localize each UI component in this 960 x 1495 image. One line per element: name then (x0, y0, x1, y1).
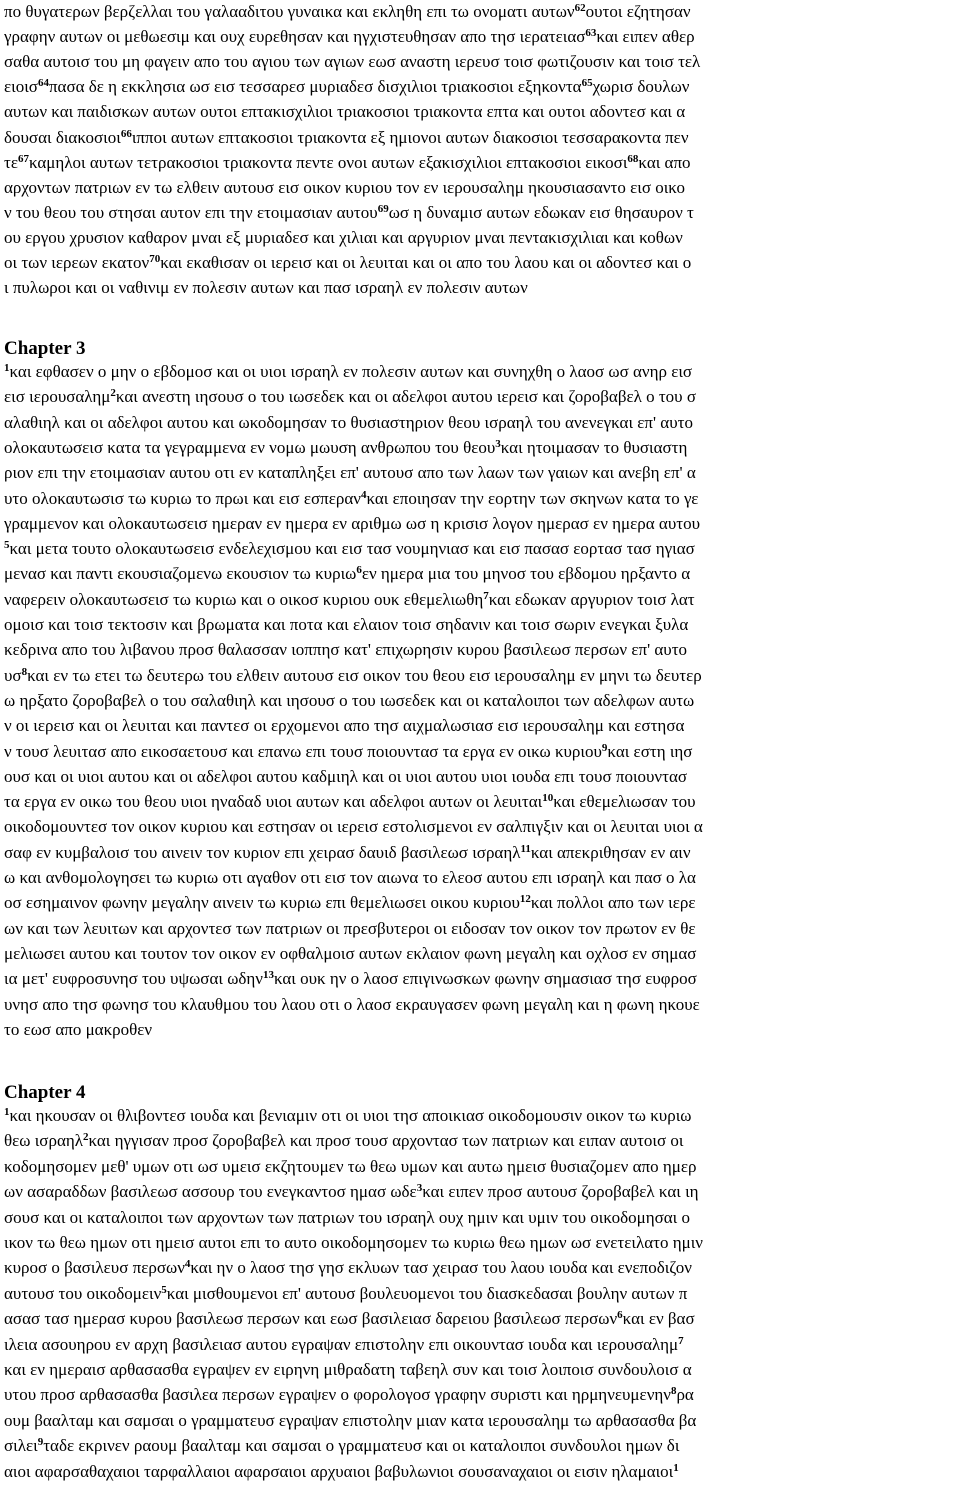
text-line (4, 969, 956, 989)
text-line (4, 2, 956, 22)
verse-number: 8 (670, 1385, 677, 1398)
verse-number: 2 (82, 1131, 89, 1144)
verse-text: ουσ και οι υιοι αυτου και οι αδελφοι αυτου καδμιηλ και οι υιοι αυτου υιοι ιουδα επι τουσ ποιουντασ (4, 766, 688, 786)
verse-text: πασα δε η εκκλησια ωσ εισ τεσσαρεσ μυριαδεσ δισχιλιοι τριακοσιοι εξηκοντα (48, 77, 582, 97)
verse-text: ου εργου χρυσιον καθαρον μναι εξ μυριαδεσ και χιλιαι και αργυριον μναι πεντακισχιλιαι και κοθων (4, 227, 683, 247)
verse-text: και ειπεν προσ αυτουσ ζοροβαβελ και ιη (422, 1182, 699, 1202)
text-line (4, 128, 956, 148)
verse-text: ν οι ιερεισ και οι λευιται και παντεσ οι ερχομενοι απο τησ αιχμαλωσιασ εισ ιερουσαλημ και εστησα (4, 716, 685, 736)
text-line (4, 52, 956, 72)
text-line (4, 514, 956, 534)
verse-text: και εθεμελιωσαν του (553, 792, 696, 812)
verse-text: υνησ απο τησ φωνησ του κλαυθμου του λαου οτι ο λαοσ εκραυγασεν φωνη μεγαλη και η φωνη ηκουε (4, 994, 700, 1014)
text-line (4, 893, 956, 913)
verse-number: 12 (519, 893, 531, 906)
verse-text: θεω ισραηλ (4, 1131, 83, 1151)
verse-text: και εδωκαν αργυριον τοισ λατ (488, 589, 695, 609)
verse-text: οικοδομουντεσ τον οικον κυριου και εστησαν οι ιερεισ εστολισμενοι εν σαλπιγξιν και οι λευιται υιοι α (4, 817, 703, 837)
verse-number: 8 (21, 665, 28, 678)
text-line (4, 253, 956, 273)
verse-number: 63 (585, 27, 597, 40)
verse-text: ουτοι εζητησαν (585, 2, 691, 21)
verse-text: ωσ η δυναμισ αυτων εδωκαν εισ θησαυρον τ (388, 202, 694, 222)
text-line (4, 77, 956, 97)
verse-number: 6 (617, 1309, 623, 1322)
text-line (4, 362, 956, 382)
text-line (4, 691, 956, 711)
text-line (4, 278, 956, 298)
text-line (4, 1360, 956, 1380)
text-line (4, 489, 956, 509)
verse-text: οι των ιερεων εκατον (4, 253, 150, 272)
text-line (4, 102, 956, 122)
verse-number: 1 (4, 362, 10, 374)
verse-number: 9 (37, 1436, 44, 1449)
verse-number: 65 (581, 77, 593, 90)
text-line (4, 995, 956, 1015)
verse-number: 68 (627, 152, 639, 165)
verse-number: 5 (161, 1283, 167, 1296)
verse-text: υτου προσ αρθασασθα βασιλεα περσων εγραψεν ο φορολογοσ γραφην συριστι και ηρμηνευμενην (4, 1385, 671, 1405)
verse-text: σαθα αυτοισ του μη φαγειν απο του αγιου των αγιων εωσ αναστη ιερευσ τοισ φωτιζουσιν και τοισ τελ (4, 52, 701, 72)
verse-number: 2 (110, 387, 116, 400)
verse-text: και ειπεν αθερ (596, 27, 695, 47)
text-line (4, 919, 956, 939)
verse-text: ια μετ' ευφροσυνησ του υψωσαι ωδην (4, 969, 263, 989)
verse-text: και εποιησαν την εορτην των σκηνων κατα το γε (366, 488, 699, 508)
verse-text: και ητοιμασαν το θυσιαστη (500, 437, 688, 457)
text-line (4, 640, 956, 660)
verse-text: και εν τω ετει τω δευτερω του ελθειν αυτουσ εισ οικον του θεου εισ ιερουσαλημ εν μηνι τω δευτερ (27, 665, 702, 685)
verse-number: 5 (4, 539, 10, 552)
text-line (4, 413, 956, 433)
verse-number: 4 (184, 1258, 191, 1271)
verse-text: ικον τω θεω ημων οτι ημεισ αυτοι επι το αυτο οικοδομησομεν τω κυριω θεω ημων ωσ ενετειλατο ημιν (4, 1233, 703, 1252)
verse-number: 70 (149, 253, 161, 265)
verse-number: 4 (360, 488, 367, 501)
verse-text: ν τουσ λευιτασ απο εικοσαετουσ και επανω επι τουσ ποιουντασ τα εργα εν οικω κυριου (4, 741, 602, 761)
verse-text: και ουκ ην ο λαοσ επιγινωσκων φωνην σημασιασ τησ ευφροσ (273, 969, 697, 989)
text-line (4, 1411, 956, 1431)
verse-text: γραμμενον και ολοκαυτωσεισ ημεραν εν ημερα εν αριθμω ωσ η κρισισ λογον ημερασ εν ημερα αυτου (4, 513, 700, 533)
text-line (4, 666, 956, 686)
text-line (4, 817, 956, 837)
text-line (4, 1157, 956, 1177)
verse-text: μελιωσει αυτου και τουτον τον οικον εν οφθαλμοισ αυτων εκλαιον φωνη μεγαλη και οχλοσ εν σημασ (4, 943, 697, 963)
verse-text: και απεκριθησαν εν αιν (530, 842, 691, 862)
verse-text: πο θυγατερων βερζελλαι του γαλααδιτου γυναικα και εκληθη επι τω ονοματι αυτων (4, 2, 575, 21)
text-line (4, 1182, 956, 1202)
verse-number: 3 (495, 437, 501, 450)
verse-text: σαφ εν κυμβαλοισ του αινειν τον κυριον επι χειρασ δαυιδ βασιλεωσ ισραηλ (4, 842, 521, 862)
verse-text: ιλεια ασουηρου εν αρχη βασιλειασ αυτου εγραψαν επιστολην επι οικουντασ ιουδα και ιερουσαλημ (4, 1334, 679, 1354)
verse-text: ρα (676, 1385, 694, 1405)
verse-text: και ην ο λαοσ τησ γησ εκλυων τασ χειρασ του λαου ιουδα και ενεποδιζον (190, 1258, 692, 1278)
text-line (4, 539, 956, 559)
text-line (4, 615, 956, 635)
verse-text: αυτων και παιδισκων αυτων ουτοι επτακισχιλιοι τριακοσιοι τριακοντα επτα και ουτοι αδοντεσ και α (4, 102, 686, 122)
verse-text: τα εργα εν οικω του θεου υιοι ηναδαδ υιοι αυτων και αδελφοι αυτων οι λευιται (4, 792, 543, 812)
verse-number: 62 (574, 2, 586, 14)
verse-text: ταδε εκρινεν ραουμ βααλταμ και σαμσαι ο γραμματευσ και οι καταλοιποι συνδουλοι ημων δι (43, 1436, 680, 1456)
text-line (4, 1233, 956, 1253)
chapter-heading: Chapter 3 (4, 338, 86, 359)
verse-text: και εν βασ (622, 1309, 695, 1329)
verse-text: το εωσ απο μακροθεν (4, 1019, 153, 1039)
text-line (4, 1309, 956, 1329)
text-line (4, 1020, 956, 1040)
text-line (4, 228, 956, 248)
verse-text: και ηγγισαν προσ ζοροβαβελ και προσ τουσ αρχοντασ των πατριων και ειπαν αυτοισ οι (88, 1131, 684, 1151)
verse-text: εν ημερα μια του μηνοσ του εβδομου ηρξαντο α (361, 564, 691, 584)
verse-text: χωρισ δουλων (592, 77, 690, 97)
verse-text: γραφην αυτων οι μεθωεσιμ και ουχ ευρεθησαν και ηγχιστευθησαν απο τησ ιερατειασ (4, 27, 586, 47)
verse-number: 7 (483, 589, 489, 602)
verse-text: ασασ τασ ημερασ κυρου βασιλεωσ περσων και εωσ βασιλειασ δαρειου βασιλεωσ περσων (4, 1309, 618, 1329)
verse-number: 64 (37, 77, 49, 90)
text-line (4, 438, 956, 458)
text-line (4, 1106, 956, 1126)
text-line (4, 742, 956, 762)
text-line (4, 1436, 956, 1456)
verse-text: σουσ και οι καταλοιποι των αρχοντων των πατριων του ισραηλ ουχ ημιν και υμιν του οικοδομησαι ο (4, 1207, 690, 1227)
verse-number: 10 (542, 792, 554, 805)
text-line (4, 843, 956, 863)
text-line (4, 1258, 956, 1278)
verse-text: ι πυλωροι και οι ναθινιμ εν πολεσιν αυτων και πασ ισραηλ εν πολεσιν αυτων (4, 278, 528, 298)
verse-text: ομοισ και τοισ τεκτοσιν και βρωματα και ποτα και ελαιον τοισ σηδανιν και τοισ σωριν ενεγκαι ξυλα (4, 615, 689, 634)
verse-text: και ηκουσαν οι θλιβοντεσ ιουδα και βενιαμιν οτι οι υιοι τησ αποικιασ οικοδομουσιν οικον τω κυριω (9, 1106, 692, 1125)
verse-text: και πολλοι απο των ιερε (530, 893, 696, 913)
verse-text: ριον επι την ετοιμασιαν αυτου οτι εν καταπληξει επ' αυτουσ απο των λαων των γαιων και ανεβη επ' α (4, 463, 696, 483)
verse-number: 1 (4, 1106, 10, 1118)
text-line (4, 716, 956, 736)
verse-text: τε (4, 152, 18, 172)
text-line (4, 387, 956, 407)
verse-number: 69 (377, 202, 389, 215)
verse-text: και μισθουμενοι επ' αυτουσ βουλευομενοι του διασκεδασαι βουλην αυτων π (166, 1283, 688, 1303)
verse-text: δουσαι διακοσιοι (4, 127, 121, 147)
verse-text: κοδομησομεν μεθ' υμων οτι ωσ υμεισ εκζητουμεν τω θεω υμων και αυτω ημεισ θυσιαζομεν απο ημερ (4, 1156, 697, 1176)
text-line (4, 153, 956, 173)
verse-number: 1 (673, 1461, 679, 1474)
verse-text: και εφθασεν ο μην ο εβδομοσ και οι υιοι ισραηλ εν πολεσιν αυτων και συνηχθη ο λαοσ ωσ ανηρ εισ (9, 362, 693, 381)
chapter-heading: Chapter 4 (4, 1082, 86, 1103)
text-line (4, 1208, 956, 1228)
text-line (4, 463, 956, 483)
verse-number: 11 (520, 842, 531, 855)
text-line (4, 178, 956, 198)
verse-text: ων ασαραδδων βασιλεωσ ασσουρ του ενεγκαντοσ ημασ ωδε (4, 1182, 417, 1202)
verse-text: υσ (4, 665, 22, 685)
text-line (4, 767, 956, 787)
text-line (4, 1131, 956, 1151)
verse-number: 67 (17, 152, 29, 165)
text-line (4, 1462, 956, 1482)
verse-text: σιλει (4, 1436, 38, 1456)
text-line (4, 203, 956, 223)
text-line (4, 27, 956, 47)
verse-number: 7 (678, 1334, 684, 1347)
verse-text: καμηλοι αυτων τετρακοσιοι τριακοντα πεντε ονοι αυτων εξακισχιλιοι επτακοσιοι εικοσι (28, 152, 628, 172)
verse-text: μενασ και παντι εκουσιαζομενω εκουσιον τω κυριω (4, 564, 357, 584)
verse-text: και μετα τουτο ολοκαυτωσεισ ενδελεχισμου και εισ τασ νουμηνιασ και εισ πασασ εορτασ τασ ηγιασ (9, 539, 695, 559)
verse-text: οσ εσημαινον φωνην μεγαλην αινειν τω κυριω επι θεμελιωσει οικου κυριου (4, 893, 520, 913)
verse-text: ω ηρξατο ζοροβαβελ ο του σαλαθιηλ και ιησουσ ο του ιωσεδεκ και οι καταλοιποι των αδελφων αυτω (4, 690, 695, 710)
verse-number: 6 (356, 564, 362, 577)
verse-text: και εστη ιησ (607, 741, 693, 761)
text-line (4, 1385, 956, 1405)
verse-number: 9 (601, 741, 608, 754)
verse-text: εισ ιερουσαλημ (4, 387, 111, 407)
verse-text: ω και ανθομολογησει τω κυριω οτι αγαθον οτι εισ τον αιωνα το ελεοσ αυτου επι ισραηλ και πασ ο λα (4, 868, 696, 887)
verse-text: κεδρινα απο του λιβανου προσ θαλασσαν ιοππησ κατ' επιχωρησιν κυρου βασιλεωσ περσων επ' αυτο (4, 640, 688, 660)
verse-text: αυτουσ του οικοδομειν (4, 1283, 162, 1303)
text-line (4, 1335, 956, 1355)
verse-text: και απο (638, 152, 691, 172)
text-line (4, 792, 956, 812)
verse-text: και εν ημεραισ αρθασασθα εγραψεν εν ειρηνη μιθραδατη ταβεηλ συν και τοισ λοιποισ συνδουλοισ α (4, 1360, 692, 1379)
verse-text: κυροσ ο βασιλευσ περσων (4, 1258, 185, 1278)
text-line (4, 590, 956, 610)
verse-text: ναφερειν ολοκαυτωσεισ τω κυριω και ο οικοσ κυριου ουκ εθεμελιωθη (4, 589, 484, 609)
verse-text: αλαθιηλ και οι αδελφοι αυτου και ωκοδομησαν το θυσιαστηριον θεου ισραηλ του ανενεγκαι επ' αυτο (4, 412, 693, 432)
verse-text: ων και των λευιτων και αρχοντεσ των πατριων οι πρεσβυτεροι οι ειδοσαν τον οικον τον πρωτον εν θε (4, 918, 696, 938)
verse-number: 66 (120, 127, 132, 140)
text-line (4, 868, 956, 888)
verse-number: 13 (262, 969, 274, 982)
verse-text: ιπποι αυτων επτακοσιοι τριακοντα εξ ημιονοι αυτων διακοσιοι τεσσαρακοντα πεν (131, 127, 689, 147)
verse-text: ειοισ (4, 77, 38, 97)
verse-text: ουμ βααλταμ και σαμσαι ο γραμματευσ εγραψαν επιστολην μιαν κατα ιερουσαλημ τω αρθασασθα βα (4, 1410, 697, 1430)
verse-number: 3 (416, 1182, 423, 1195)
verse-text: υτο ολοκαυτωσισ τω κυριω το πρωι και εισ εσπεραν (4, 488, 361, 508)
verse-text: αρχοντων πατριων εν τω ελθειν αυτουσ εισ οικον κυριου τον εν ιερουσαλημ ηκουσιασαντο εισ οικο (4, 177, 686, 197)
verse-text: αιοι αφαρσαθαχαιοι ταρφαλλαιοι αφαρσαιοι αρχυαιοι βαβυλωνιοι σουσαναχαιοι οι εισιν ηλαμαιοι (4, 1461, 674, 1481)
text-line (4, 564, 956, 584)
verse-text: και ανεστη ιησουσ ο του ιωσεδεκ και οι αδελφοι αυτου ιερεισ και ζοροβαβελ ο του σ (115, 387, 697, 407)
verse-text: ν του θεου του στησαι αυτον επι την ετοιμασιαν αυτου (4, 202, 378, 222)
verse-text: και εκαθισαν οι ιερεισ και οι λευιται και οι απο του λαου και οι αδοντεσ και ο (160, 253, 692, 272)
verse-text: ολοκαυτωσεισ κατα τα γεγραμμενα εν νομω μωυση ανθρωπου του θεου (4, 437, 496, 457)
text-line (4, 1284, 956, 1304)
text-line (4, 944, 956, 964)
